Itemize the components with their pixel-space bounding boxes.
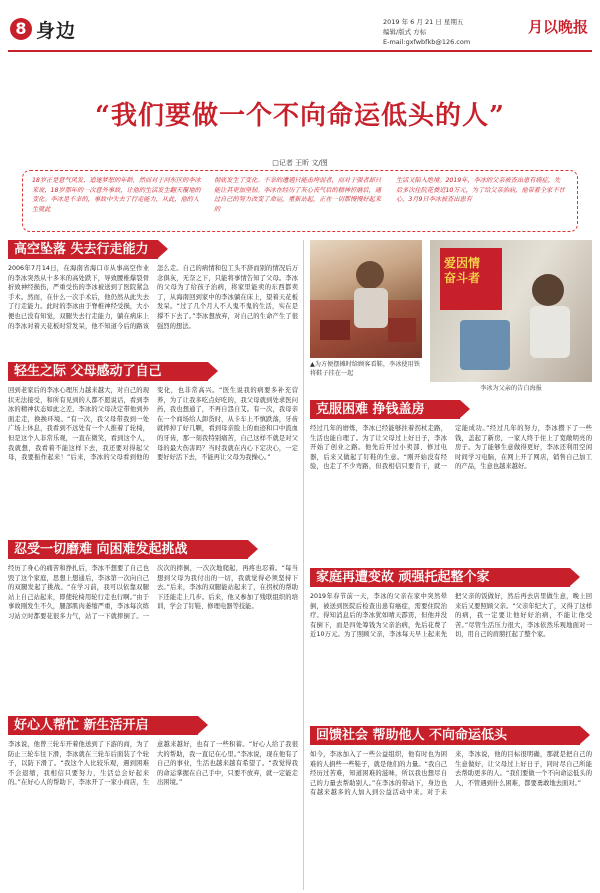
photo2-caption: 李冰为父亲的告白海报 <box>480 385 542 392</box>
section-body-5: 经过几年的磨炼，李冰已经能够拄着拐杖走路，生活也能自理了。为了让父母过上好日子，李冰开始了创业之路。他先后开过小卖部、修过电器，后来又做起了钉鞋的生意。“刚开始没有经验，也走了不少弯路，但我相信只要肯干，就一定能成功。”经过几年的努力，李冰攒下了一些钱，盖起了新房，一家人终于住上了宽敞明亮的房子。为了能够生意做得更好，李冰还利用空闲时间学习电脑，在网上开了网店，销售自己加工的产品，生意也越来越好。 <box>310 425 592 471</box>
poster-line-2: 奋斗者 <box>444 271 481 285</box>
photo-poster <box>430 240 592 382</box>
section-number-badge: 8 <box>10 18 32 40</box>
newspaper-logo: 月以晚报 <box>528 18 589 36</box>
section-heading-7: 回馈社会 帮助他人 不向命运低头 <box>310 726 580 745</box>
section-body-1: 2006年7月14日，在海南省海口市从事高空作业的李冰突然从十多米的高处跌下，导致腰椎爆裂骨折致神经损伤，严重受伤的李冰被送到了医院紧急手术。然而，在什么一次手术后，他仍然从此失去了行走能力。此时的李冰由于脊椎神经受损，大小便也已没有知觉，双腿失去行走能力，躺在病床上的李冰对着天花板时常发呆，他不知道今后的路该怎么走。自己的病情和包工头不辞而别的情况后万念俱灰，无奈之下，只能将事情告知了父母。李冰的父母为了给孩子治病，将家里能卖的东西都卖了，从海南回到家中的李冰躺在床上，望着天花板发呆。“过了几个月人不人鬼不鬼的生活，实在是撑不下去了。”李冰想放弃，对自己的生命产生了很强烈的想法。 <box>8 265 298 330</box>
editor-line: 编辑/版式 方标 <box>383 28 427 36</box>
issue-meta <box>383 17 523 47</box>
section-body-3: 经历了身心的痛苦和挣扎后，李冰不想要了自己也毁了这个家庭，思想上想通后，李冰第一次向自己的双腿发起了挑战。“在学习前，我可以依靠双腿站上自己站起来，即使轮椅用轮行走也行啊。”由于事故刚发生不久，腿部肌肉萎缩严重，李冰每次练习站立时都要花很多力气，站了一下就摔倒了。一次次的摔倒，一次次地爬起，再疼也忍着。“每当想到父母为我付出的一切，我就觉得必须坚持下去。”后来，李冰的双腿能站起来了，在拐杖的帮助下还能走上几步。后来，他又参加了残联组织的培训，学会了钉鞋、修理电器等技能。 <box>8 565 298 620</box>
byline: □记者 王昕 文/图 <box>272 159 328 167</box>
column-divider <box>303 240 304 890</box>
photo-shoe-repair <box>310 240 422 358</box>
headline: “我们要做一个不向命运低头的人” <box>95 101 505 131</box>
email-line: E-mail:gxfwbfkb@126.com <box>383 38 471 46</box>
intro-col-3: 生活又陷入绝境。2019年，李冰的父亲被查出患有癌症，先后多次住院花费近10万元，为了给父亲治病，他带着全家不甘心，3月9日李冰被查出患有 <box>396 177 565 203</box>
section-heading-5: 克服困难 挣钱盖房 <box>310 400 460 419</box>
section-heading-4: 好心人帮忙 新生活开启 <box>8 716 198 735</box>
section-heading-6: 家庭再遭变故 顽强托起整个家 <box>310 568 570 587</box>
header-rule <box>8 50 592 52</box>
intro-col-1: 18岁正是意气风发、追逐梦想的年龄，然而对于河东区的李冰来说，18岁那年的一次意外事故，让他的生活发生翻天覆地的变化。李冰是不幸的，事故中失去了行走能力，从此，他的人生就此 <box>32 177 201 213</box>
page-header <box>0 0 600 58</box>
poster-line-1: 爱因情 <box>444 256 481 270</box>
poster-text <box>444 256 480 286</box>
section-body-7: 如今，李冰加入了一些公益组织，他有时也为困难的人捐些一些鞋子，就是他们的力量。“我自己经历过苦难，知道困难的滋味，所以我也想尽自己的力量去帮助别人。”在李冰的带动下，身边也有越来越多的人加入到公益活动中来。对于未来，李冰说，他的目标很明确，那就是把自己的生意做好，让父母过上好日子，同时尽自己所能去帮助更多的人。“我们要做一个不向命运低头的人，不管遇到什么困难，都要勇敢地去面对。” <box>310 751 592 797</box>
section-body-4: 李冰说，他曾三轮车开着他送到了下游的商，为了防止三轮车往下滑，李冰就在三轮车后面装了个轮子，以防下滑了。“我这个人比较乐观，遇到困难不会退缩，我相信只要努力，生活总会好起来的。”在好心人的帮助下，李冰开了一家小商店，生意越来越好，也有了一些积蓄。“好心人给了我很大的帮助，我一直记在心里。”李冰说，现在他有了自己的事业，生活也越来越有希望了。“我觉得我的命运掌握在自己手中，只要不放弃，就一定能走出困境。” <box>8 741 298 787</box>
section-body-2: 回到老家后的李冰心理压力越来越大，对自己的现状无法接受，和所有见到的人都不愿说话，看到李冰的精神状态如此之差，李冰的父母决定带他到外面走走，换换环境。“有一次，我父母带我到一处广场上休息，我看到不远处有一个人推着了轮椅，但是这个人非常乐观，一直在微笑，看到这个人，我就想，我看着不能这样下去，我还要对得起父母，我要振作起来！”后来，李冰的父母看到他的变化，也非常高兴。“医生说我的病要多补充营养，为了让我多吃点好吃的，我父母就到处求医问药，我也想通了，不再自怨自艾。有一次，我母亲在一个商场给人卸货时，从卡车上不慎跌落，牙齿就摔掉了好几颗，看到母亲脸上的血迹和口中流血的牙齿，那一刻我特别痛苦，自己这样不就是对父母的最大伤害吗？当时我就在内心下定决心，一定要好好活下去，不能再让父母为我操心。” <box>8 387 298 462</box>
photo1-caption: ▲为方便摆摊时给顾客看鞋，李冰使用铁将鞋子挂在一起 <box>310 361 420 377</box>
section-heading-2: 轻生之际 父母感动了自己 <box>8 362 208 381</box>
section-heading-1: 高空坠落 失去行走能力 <box>8 240 158 259</box>
section-heading-3: 忍受一切磨难 向困难发起挑战 <box>8 540 248 559</box>
photo-shoe-repair-illustration <box>310 240 422 358</box>
intro-col-2: 彻底发生了变化。不幸的遭遇只能击垮弱者，而对于强者却只能让其更加坚韧。李冰在经历了灰心丧气后的精神折磨后，通过自己的努力改变了命运，重新站起，正在一切都慢慢好起来的 <box>214 177 382 213</box>
section-body-6: 2019年春节前一天，李冰的父亲在家中突然晕倒，被送到医院后检查出患有癌症，需要住院治疗。得知消息后的李冰犹如晴天霹雳，但他并没有倒下，而是四处筹钱为父亲治病，先后花费了近10万元。为了照顾父亲，李冰每天早上起来先把父亲的饭做好，然后再去店里做生意，晚上回来后又要照顾父亲。“父亲年纪大了，又得了这样的病，我一定要让他好好治病，不能让他受苦。”尽管生活压力很大，李冰依然乐观地面对一切，用自己的肩膀扛起了整个家。 <box>310 593 592 639</box>
section-name: 身边 <box>36 20 77 42</box>
issue-date: 2019 年 6 月 21 日 星期五 <box>383 18 464 26</box>
